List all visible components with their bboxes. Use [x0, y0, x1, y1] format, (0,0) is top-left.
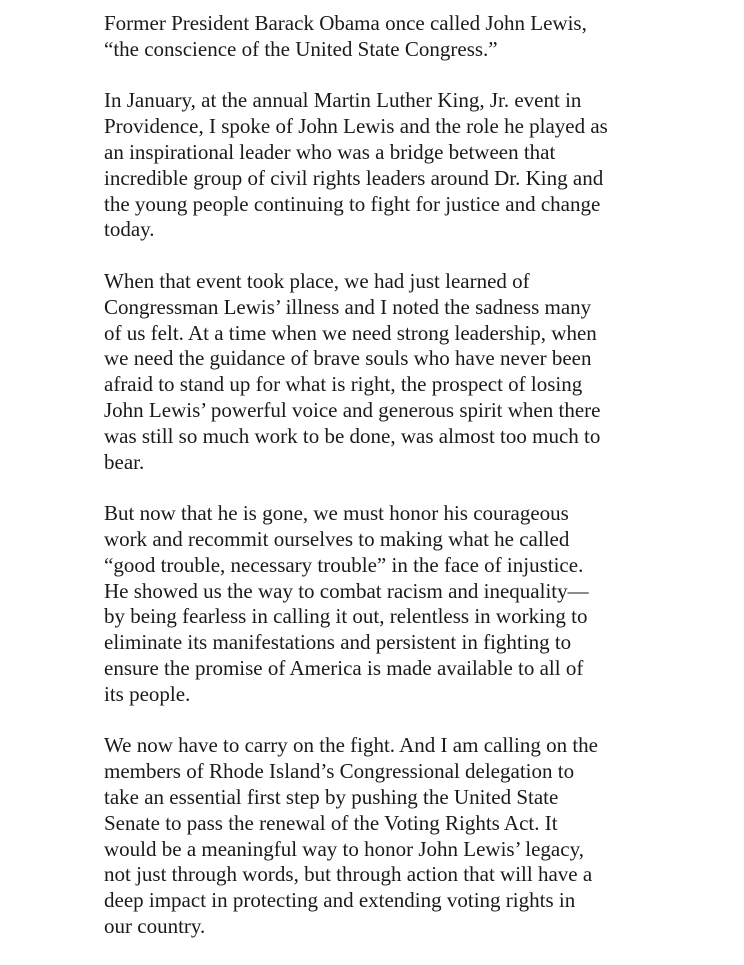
text-line: He showed us the way to combat racism and inequality— — [104, 578, 589, 603]
text-line: an inspirational leader who was a bridge between that — [104, 139, 556, 164]
text-line: incredible group of civil rights leaders around Dr. King and — [104, 165, 604, 190]
text-line: was still so much work to be done, was almost too much to — [104, 423, 601, 448]
text-line: our country. — [104, 913, 206, 938]
text-line: take an essential first step by pushing the United State — [104, 784, 559, 809]
text-line: we need the guidance of brave souls who have never been — [104, 346, 592, 371]
text-line: afraid to stand up for what is right, the prospect of losing — [104, 372, 583, 397]
text-line: ensure the promise of America is made available to all of — [104, 655, 584, 680]
paragraph-honor — [104, 501, 704, 707]
text-line: But now that he is gone, we must honor his courageous — [104, 501, 569, 526]
document-body — [104, 11, 704, 965]
text-line: Congressman Lewis’ illness and I noted the sadness many — [104, 294, 592, 319]
paragraph-illness — [104, 269, 704, 475]
text-line: Senate to pass the renewal of the Voting Rights Act. It — [104, 810, 558, 835]
text-line: its people. — [104, 681, 191, 706]
text-line: deep impact in protecting and extending voting rights in — [104, 888, 576, 913]
text-line: today. — [104, 217, 155, 242]
text-line: John Lewis’ powerful voice and generous spirit when there — [104, 397, 601, 422]
text-line: work and recommit ourselves to making what he called — [104, 526, 570, 551]
text-line: would be a meaningful way to honor John Lewis’ legacy, — [104, 836, 584, 861]
text-line: bear. — [104, 449, 145, 474]
text-line: not just through words, but through action that will have a — [104, 862, 593, 887]
text-line: “good trouble, necessary trouble” in the face of injustice. — [104, 552, 584, 577]
paragraph-voting-rights — [104, 733, 704, 939]
text-line: Providence, I spoke of John Lewis and the role he played as — [104, 114, 608, 139]
text-line: When that event took place, we had just learned of — [104, 268, 530, 293]
text-line: by being fearless in calling it out, relentless in working to — [104, 604, 588, 629]
text-line: the young people continuing to fight for justice and change — [104, 191, 601, 216]
text-line: Former President Barack Obama once called John Lewis, — [104, 11, 587, 35]
text-line: In January, at the annual Martin Luther King, Jr. event in — [104, 88, 582, 113]
text-line: “the conscience of the United State Congress.” — [104, 36, 498, 61]
paragraph-mlk-event — [104, 88, 704, 243]
text-line: members of Rhode Island’s Congressional delegation to — [104, 759, 575, 784]
text-line: of us felt. At a time when we need strong leadership, when — [104, 320, 597, 345]
paragraph-obama-quote — [104, 11, 704, 63]
text-line: eliminate its manifestations and persistent in fighting to — [104, 630, 572, 655]
text-line: We now have to carry on the fight. And I am calling on the — [104, 733, 599, 758]
